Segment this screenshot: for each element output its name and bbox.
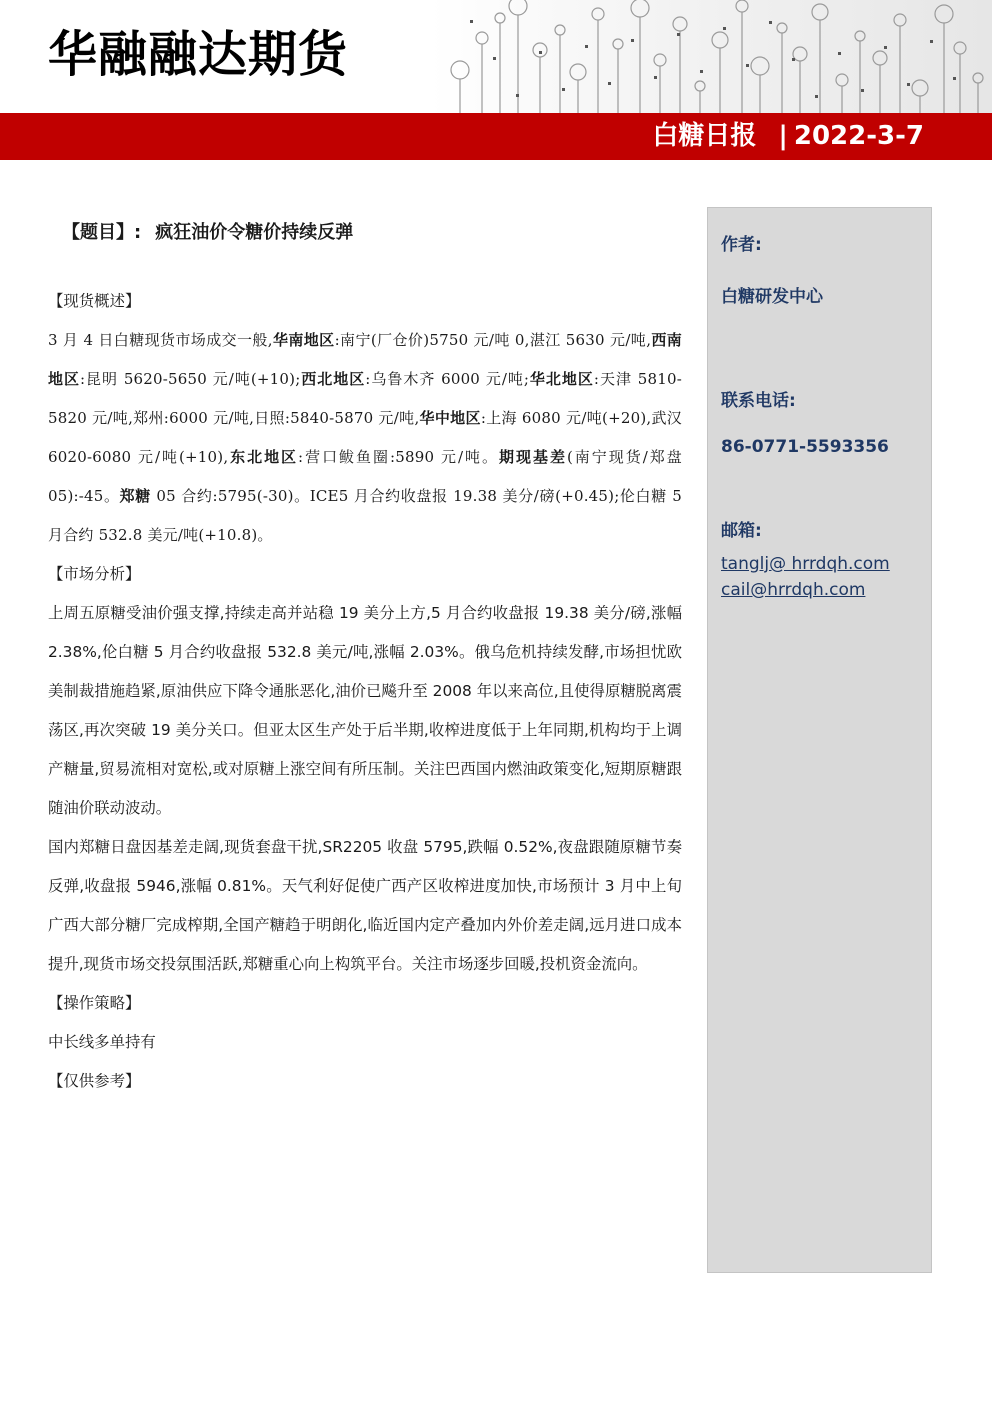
- topic-title: 疯狂油价令糖价持续反弹: [155, 222, 354, 243]
- spot-region-label: 华南地区: [272, 331, 335, 349]
- spot-region-label: 东北地区: [228, 448, 299, 466]
- decor-dot: [470, 20, 473, 23]
- decor-dot: [861, 89, 864, 92]
- email-label: 邮箱:: [721, 521, 762, 541]
- strategy-heading: 【操作策略】: [48, 994, 141, 1012]
- spot-text-run: 3 月 4 日白糖现货市场成交一般,: [48, 331, 273, 349]
- report-title: 白糖日报: [652, 121, 757, 151]
- header-gradient: [430, 0, 992, 114]
- reference-heading: 【仅供参考】: [48, 1072, 141, 1090]
- decor-dot: [723, 27, 726, 30]
- spot-heading: 【现货概述】: [48, 292, 141, 310]
- spot-region-label: 西南地区: [48, 331, 682, 388]
- phone-label: 联系电话:: [721, 391, 796, 411]
- author-label: 作者:: [721, 235, 762, 255]
- market-paragraph-1: 上周五原糖受油价强支撑,持续走高并站稳 19 美分上方,5 月合约收盘报 19.38 美分/磅,涨幅 2.38%,伦白糖 5 月合约收盘报 532.8 美元/吨,涨幅 2.03%。俄乌危机持续发酵,市场担忧欧美制裁措施趋紧,原油供应下降令通胀恶化,油价已飚升至 2008 年以来高位,且使得原糖脱离震荡区,再次突破 19 美分关口。但亚太区生产处于后半期,收榨进度低于上年同期,机构均于上调产糖量,贸易流相对宽松,或对原糖上涨空间有所压制。关注巴西国内燃油政策变化,短期原糖跟随油价联动波动。: [48, 604, 682, 817]
- report-body: [48, 282, 682, 1101]
- decor-dot: [562, 88, 565, 91]
- email-link-2[interactable]: cail@hrrdqh.com: [721, 580, 866, 600]
- decor-dot: [838, 52, 841, 55]
- decor-dot: [746, 64, 749, 67]
- spot-text-run: :天津 5810-5820 元/吨,郑州:6000 元/吨,日照:5840-5870 元/吨,: [48, 370, 682, 427]
- spot-region-label: 华中地区: [419, 409, 481, 427]
- spot-region-label: 西北地区: [300, 370, 366, 388]
- email-link-1[interactable]: tanglj@ hrrdqh.com: [721, 554, 890, 574]
- decor-dot: [608, 82, 611, 85]
- spot-text-run: :营口鲅鱼圈:5890 元/吨。: [298, 448, 499, 466]
- spot-paragraph: [48, 321, 682, 555]
- decor-dot: [953, 77, 956, 80]
- market-heading: 【市场分析】: [48, 565, 141, 583]
- decor-dot: [539, 51, 542, 54]
- decor-dot: [654, 76, 657, 79]
- spot-region-label: 华北地区: [529, 370, 594, 388]
- decor-dot: [907, 83, 910, 86]
- company-name: 华融融达期货: [48, 25, 349, 83]
- spot-text-run: :昆明 5620-5650 元/吨(+10);: [80, 370, 301, 388]
- report-topic: [62, 218, 353, 244]
- spot-region-label: 期现基差: [499, 448, 567, 466]
- decor-dot: [700, 70, 703, 73]
- author-name: 白糖研发中心: [721, 287, 823, 307]
- decor-dot: [930, 40, 933, 43]
- report-date: 2022-3-7: [793, 121, 924, 151]
- report-title-bar: [652, 116, 924, 156]
- report-header: [0, 0, 992, 160]
- topic-tag: 【题目】:: [62, 222, 142, 243]
- decor-dot: [769, 21, 772, 24]
- spot-region-label: 郑糖: [119, 487, 151, 505]
- spot-text-run: :南宁(厂仓价)5750 元/吨 0,湛江 5630 元/吨,: [334, 331, 652, 349]
- spot-text-run: (南宁现货/郑盘 05):-45。: [48, 448, 682, 505]
- spot-text-run: 05 合约:5795(-30)。ICE5 月合约收盘报 19.38 美分/磅(+0.45);伦白糖 5 月合约 532.8 美元/吨(+10.8)。: [48, 487, 683, 544]
- strategy-text: 中长线多单持有: [48, 1033, 156, 1051]
- decor-dot: [585, 45, 588, 48]
- author-sidebar: [707, 207, 932, 1273]
- decor-dot: [792, 58, 795, 61]
- decor-dot: [631, 39, 634, 42]
- market-paragraph-2: 国内郑糖日盘因基差走阔,现货套盘干扰,SR2205 收盘 5795,跌幅 0.52%,夜盘跟随原糖节奏反弹,收盘报 5946,涨幅 0.81%。天气利好促使广西产区收榨进度加快,市场预计 3 月中上旬广西大部分糖厂完成榨期,全国产糖趋于明朗化,临近国内定产叠加内外价差走阔,远月进口成本提升,现货市场交投氛围活跃,郑糖重心向上构筑平台。关注市场逐步回暖,投机资金流向。: [48, 838, 682, 973]
- decor-dot: [516, 94, 519, 97]
- decor-dot: [815, 95, 818, 98]
- spot-text-run: :上海 6080 元/吨(+20),武汉 6020-6080 元/吨(+10),: [48, 409, 682, 466]
- decor-dot: [493, 57, 496, 60]
- spot-text-run: :乌鲁木齐 6000 元/吨;: [365, 370, 530, 388]
- title-separator: |: [778, 121, 788, 151]
- phone-number: 86-0771-5593356: [721, 437, 889, 457]
- decor-dot: [677, 33, 680, 36]
- decor-dot: [884, 46, 887, 49]
